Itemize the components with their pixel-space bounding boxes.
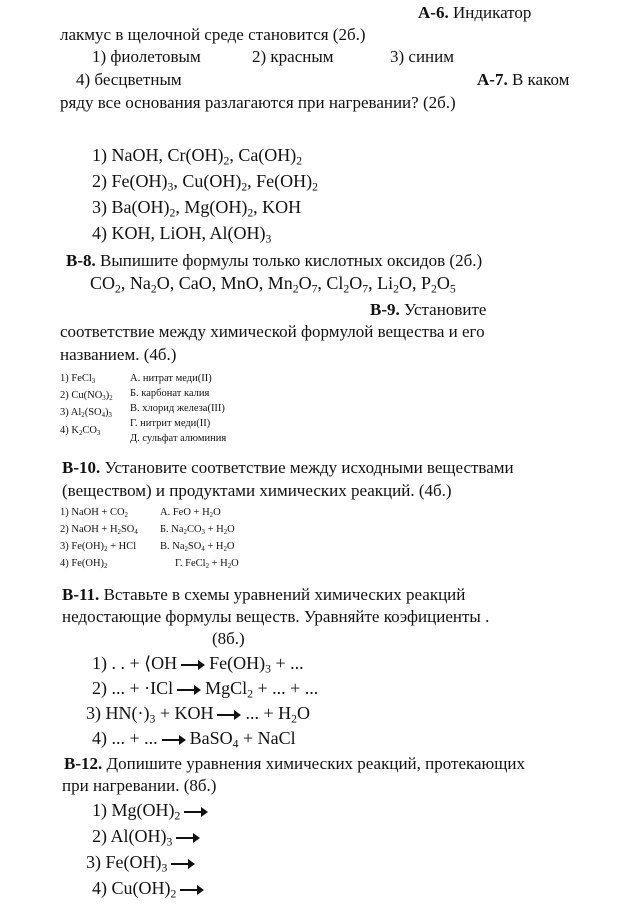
b12-heading [64,754,525,774]
arrow-icon [171,859,195,869]
b9-left-2: 2) $Cu(NO_3)_2$ [60,390,113,403]
a6-option2: 2) красным [252,47,334,66]
a6-heading [418,3,531,23]
b11-label: В-11. [62,585,100,604]
b9-right-3: В. хлорид железа(III) [130,403,225,414]
arrow-icon [177,685,201,695]
a7-heading [477,70,569,90]
b12-label: В-12. [64,754,103,773]
arrow-icon [162,735,186,745]
a7-text2: ряду все основания разлагаются при нагревании? (2б.) [60,93,456,112]
b10-left-3: 3) $Fe(OH)_2$ + HCl [60,541,137,554]
b9-text1: Установите [404,300,487,319]
b12-eq1 [92,799,212,821]
b11-eq3 [86,702,310,724]
b9-label: В-9. [370,300,400,319]
b11-eq1-right: $Fe(OH)_3$ + ... [209,653,304,676]
b11-eq4 [92,727,296,749]
b10-left-2: 2) NaOH + $H_2SO_4$ [60,524,138,537]
b9-text3: названием. (4б.) [60,345,177,364]
b12-eq4 [92,877,208,899]
b10-right-1: А. FeO + $H_2O$ [160,507,221,520]
a7-label: А-7. [477,70,508,89]
b10-left-4: 4) $Fe(OH)_2$ [60,558,108,571]
a7-option4: 4) KOH, LiOH, $Al(OH)_3$ [92,223,272,246]
b12-eq2-text: 2) $Al(OH)_3$ [92,826,173,849]
b11-text2: недостающие формулы веществ. Уравняйте коэфициенты . [62,607,490,626]
b10-right-2: Б. $Na_2CO_3 + H_2O$ [160,524,235,537]
arrow-icon [217,710,241,720]
b8-label: В-8. [66,251,96,270]
b12-eq3-text: 3) $Fe(OH)_3$ [86,852,168,875]
a7-option3: 3) $Ba(OH)_2$, $Mg(OH)_2$, KOH [92,197,302,220]
b11-text3: (8б.) [212,629,245,648]
b11-eq2-left: 2) ... + ·ICl [92,678,174,698]
a6-text1: Индикатор [452,3,532,22]
a7-option2: 2) $Fe(OH)_3$, $Cu(OH)_2$, $Fe(OH)_2$ [92,171,319,194]
b9-right-2: Б. карбонат калия [130,388,210,399]
b10-right-3: В. $Na_2SO_4 + H_2O$ [160,541,235,554]
b9-text2: соответствие между химической формулой вещества и его [60,322,485,341]
b9-left-1: 1) FeCl$_3$ [60,373,96,386]
b12-eq2 [92,825,204,847]
a7-text1: В каком [511,70,570,89]
b10-text1: Установите соответствие между исходными веществами [104,458,514,477]
a6-option4: 4) бесцветным [76,70,182,89]
b11-eq2 [92,677,318,699]
b9-left-3: 3) $Al_2(SO_4)_3$ [60,407,112,420]
a6-option1: 1) фиолетовым [92,47,201,66]
b11-eq3-right: ... + $H_2O$ [245,703,310,726]
arrow-icon [176,833,200,843]
b8-text: Выпишите формулы только кислотных оксидов (2б.) [100,251,483,270]
b10-text2: (веществом) и продуктами химических реакций. (4б.) [62,481,452,500]
arrow-icon [180,885,204,895]
b10-right-4: Г. FeCl$_2$ + $H_2O$ [175,558,239,571]
a7-option1: 1) NaOH, $Cr(OH)_2$, $Ca(OH)_2$ [92,145,303,168]
b11-eq1-left: 1) . . + ⟨OH [92,653,178,673]
arrow-icon [184,807,208,817]
b11-heading [62,585,465,605]
b10-left-1: 1) NaOH + $CO_2$ [60,507,128,520]
b9-right-5: Д. сульфат алюминия [130,433,227,444]
b10-heading [62,458,514,478]
b9-left-4: 4) $K_2CO_3$ [60,425,101,438]
a6-text2: лакмус в щелочной среде становится (2б.) [60,25,366,44]
b12-eq4-text: 4) $Cu(OH)_2$ [92,878,177,901]
b8-heading [66,251,482,271]
b12-eq3 [86,851,199,873]
b11-eq3-left: 3) $HN(\cdot)_3$ + KOH [86,703,214,726]
b12-text2: при нагревании. (8б.) [62,776,217,795]
b8-formulas: $CO_2$, $Na_2O$, CaO, MnO, $Mn_2O_7$, $Cl_2O_7$, $Li_2O$, $P_2O_5$ [90,273,456,296]
b12-eq1-text: 1) $Mg(OH)_2$ [92,800,181,823]
b11-text1: Вставьте в схемы уравнений химических реакций [103,585,466,604]
arrow-icon [181,660,205,670]
b11-eq2-right: MgCl$_2$ + ... + ... [205,678,319,701]
b11-eq1 [92,652,304,674]
b9-right-4: Г. нитрит меди(II) [130,418,211,429]
a6-option3: 3) синим [390,47,455,66]
b10-label: В-10. [62,458,101,477]
b11-eq4-left: 4) ... + ... [92,728,158,748]
b9-heading [370,300,486,320]
b9-right-1: А. нитрат меди(II) [130,373,212,384]
a6-label: А-6. [418,3,449,22]
b11-eq4-right: BaSO$_4$ + NaCl [189,728,296,751]
b12-text1: Допишите уравнения химических реакций, протекающих [106,754,525,773]
